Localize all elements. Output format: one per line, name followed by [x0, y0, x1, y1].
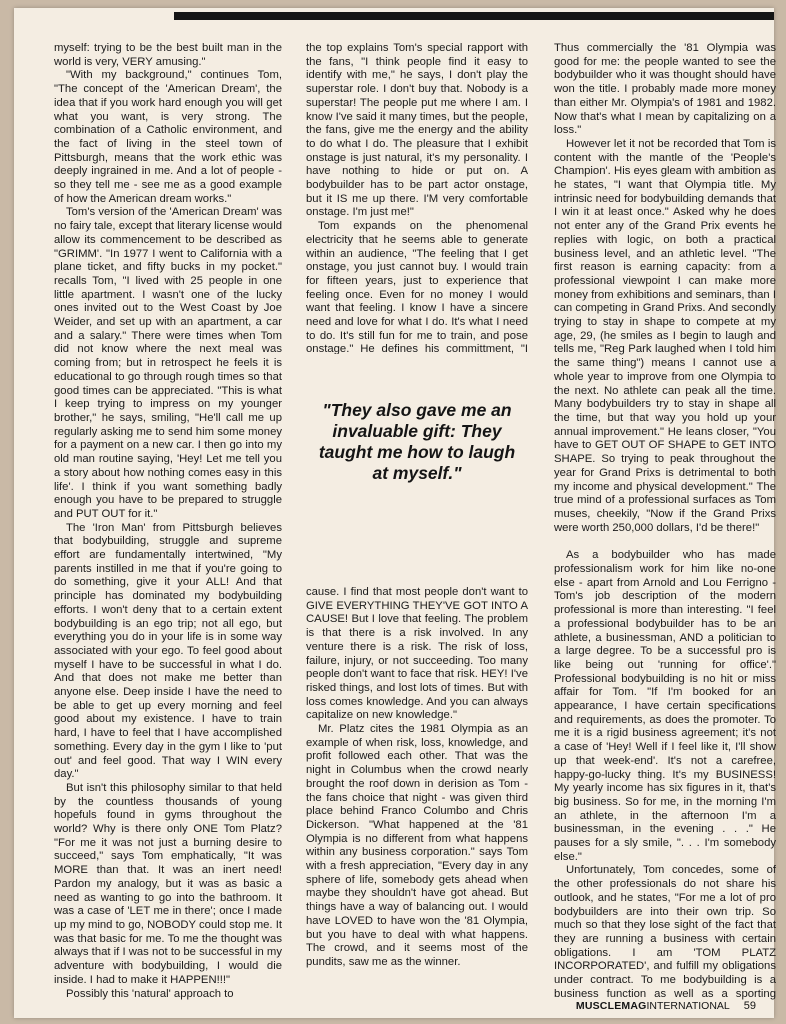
- paragraph: "With my background," continues Tom, "The concept of the 'American Dream', the idea that if you work hard enough you will get what you want, is very strong. The combination of a Catholic environment, and the fact of living in the steel town of Pittsburgh, means that the work ethic was deeply ingrained in me. And a lot of people - so they tell me - see me as a good example of how the American dream works.": [54, 69, 282, 205]
- page-number: 59: [743, 1000, 756, 1012]
- paragraph: Tom expands on the phenomenal electricity that he seems able to generate within an audience, "The feeling that I get onstage, you just cannot buy. I would train for fifteen years, just to experience that feeling once. Even for no money I would want that feeling. I know I have a sincere need and love for what I do. It's what I need to do. It's still fun for me to train, and pose onstage." He defines his committment, "I: [306, 220, 528, 354]
- column-middle-top: [306, 42, 528, 354]
- paragraph: But isn't this philosophy similar to that held by the countless thousands of young hopefuls found in gyms throughout the world? Why is there only ONE Tom Platz? "For me it was not just a burning desire to succeed," says Tom emphatically, "It was MORE than that. It was an inert need! Pardon my analogy, but it was as basic a need as wanting to go into the bathroom. It was a case of 'LET me in there'; once I made up my mind to go, NOBODY could stop me. It was that basic for me. To me the thought was always that if I was not to be successful in my adventure with bodybuilding, I would die inside. I had to make it HAPPEN!!!": [54, 781, 282, 986]
- paragraph: cause. I find that most people don't want to GIVE EVERYTHING THEY'VE GOT INTO A CAUSE! But I love that feeling. The problem is that there is a risk involved. In any venture there is a risk. The risk of loss, failure, injury, or not succeeding. Too many people don't want to face that risk. HEY! I've risked things, and lost lots of times. But with loss comes knowledge. And you can always capitalize on new knowledge.": [306, 586, 528, 722]
- header-rule: [174, 12, 774, 20]
- paragraph: The 'Iron Man' from Pittsburgh believes that bodybuilding, struggle and supreme effort are fundamentally intertwined, "My parents instilled in me that if you're going to do something, give it your ALL! And that principle has dominated my bodybuilding efforts. I won't deny that to a certain extent bodybuilding is an ego trip; not all ego, but everything you do in your life is in some way associated with your ego. To feel good about myself I have to be successful in what I do. And that does not make me better than anyone else. Deep inside I have the need to be able to get up every morning and feel good about my existence. I have to train hard, I have to feel that I have accomplished something. Every day in the gym I like to 'put out' and feel good. That way I WIN every day.": [54, 521, 282, 781]
- paragraph: Possibly this 'natural' approach to: [66, 987, 234, 1000]
- magazine-name-rest: INTERNATIONAL: [646, 1000, 730, 1012]
- pull-quote: "They also gave me an invaluable gift: They taught me how to laugh at myself.": [318, 400, 516, 483]
- column-left: [54, 42, 282, 1000]
- paragraph: Tom's version of the 'American Dream' was no fairy tale, except that literary license would allow its commencement to be described as "GRIMM'. "In 1977 I went to California with a plane ticket, and fifty bucks in my pocket." recalls Tom, "I lived with 25 people in one little apartment. I wasn't one of the lucky ones invited out to the West Coast by Joe Weider, and set up with an apartment, a car and a salary." There were times when Tom did not know where the next meal was coming from; but in retrospect he feels it is educational to go through rough times so that good times can be appreciated. "This is what I keep trying to impress on my younger brother," he says, smiling, "He'll call me up regularly asking me to send him some money for a payment on a new car. I then go into my old man routine saying, 'Hey! Let me tell you a story about how nothing comes easy in this life'. I think if you want something badly enough you have to be prepared to struggle and PUT OUT for it.": [54, 206, 282, 520]
- magazine-page: [14, 8, 774, 1018]
- paragraph: However let it not be recorded that Tom is content with the mantle of the 'People's Champion'. His eyes gleam with ambition as he states, "I want that Olympia title. My intrinsic need for bodybuilding demands that I win it at least once." Asked why he does not enter any of the Grand Prix events he replies with logic, on both a practical business level, and an athletic level. "The first reason is earning capacity: from a professional viewpoint I can make more money from exhibitions and seminars, than I can competing in Grand Prixs. And secondly trying to stay in shape to compete at my age, 29, (he smiles as I begin to laugh and tells me, "Reg Park laughed when I told him the same thing") means I cannot use a whole year to improve from one Olympia to the next. No athlete can peak all the time. Many bodybuilders try to stay in shape all the time, but that way you hold up your annual improvement." He leans closer, "You have to GET OUT OF SHAPE to GET INTO SHAPE. So trying to peak throughout the year for Grand Prixs is detrimental to both my income and physical development." The true mind of a professional surfaces as Tom muses, cheekily, "Now if the Grand Prixs were worth 250,000 dollars, I'd be there!": [554, 137, 776, 534]
- paragraph: the top explains Tom's special rapport with the fans, "I think people find it easy to identify with me," he says, I don't play the superstar role. I don't buy that. Nobody is a superstar! The people put me where I am. I know I've said it many times, but the people, the fans, give me the energy and the ability to do what I do. The pleasure that I exhibit onstage is just natural, it's my personality. I have nothing to hide or put on. A bodybuilder has to be part actor onstage, but it IS me up there. I'M very comfortable onstage. I'm just me!": [306, 42, 528, 219]
- paragraph: Thus commercially the '81 Olympia was good for me: the people wanted to see the bodybuilder who it was thought should have won the title. I probably made more money than either Mr. Olympia's of 1981 and 1982. Now that's what I mean by capitalizing on a loss.": [554, 42, 776, 137]
- paragraph: myself: trying to be the best built man in the world is very, VERY amusing.": [54, 42, 282, 68]
- magazine-name-bold: MUSCLEMAG: [575, 1000, 647, 1012]
- column-middle-bottom: [306, 586, 528, 1000]
- column-right: [554, 42, 776, 1000]
- paragraph: Mr. Platz cites the 1981 Olympia as an example of when risk, loss, knowledge, and profit followed each other. That was the night in Columbus when the crowd nearly brought the roof down in derision as Tom - the fans choice that night - was given third place behind Franco Columbo and Chris Dickerson. "What happened at the '81 Olympia is no different from what happens within any business corporation." says Tom with a fresh appreciation, "Every day in any sphere of life, somebody gets ahead when maybe they shouldn't have got ahead. But things have a way of balancing out. I would have LOVED to have won the '81 Olympia, but you have to deal with what happens. The crowd, and it seems most of the pundits, saw me as the winner.: [306, 723, 528, 968]
- paragraph: Unfortunately, Tom concedes, some of the other professionals do not share his outlook, and he states, "For me a lot of pro bodybuilders are into their own trip. So much so that they lose sight of the fact that they are running a business with certain obligations. I am 'TOM PLATZ INCORPORATED', and fulfill my obligations under contract. To me bodybuilding is a business function as well as a sporting: [554, 864, 776, 1000]
- paragraph: As a bodybuilder who has made professionalism work for him like no-one else - apart from Arnold and Lou Ferrigno - Tom's job description of the modern professional is more than interesting. "I feel a professional bodybuilder has to be an athlete, a businessman, AND a politician to a large degree. To be a successful pro is like being out 'running for office'." Professional bodybuilding is no hit or miss affair for Tom. "If I'm booked for an appearance, I have certain specifications and requirements, as does the promoter. To me it is a rigid business agreement; it's not a case of 'Hey! Well if I feel like it, I'll show up that week-end'. It's not a carefree, happy-go-lucky thing. It's my BUSINESS! My yearly income has six figures in it, that's big business. So for me, in the morning I'm an athlete, in the afternoon I'm a businessman, in the evening . . ." He pauses for a sly smile, ". . . I'm somebody else.": [554, 549, 776, 863]
- page-footer: [576, 1000, 756, 1012]
